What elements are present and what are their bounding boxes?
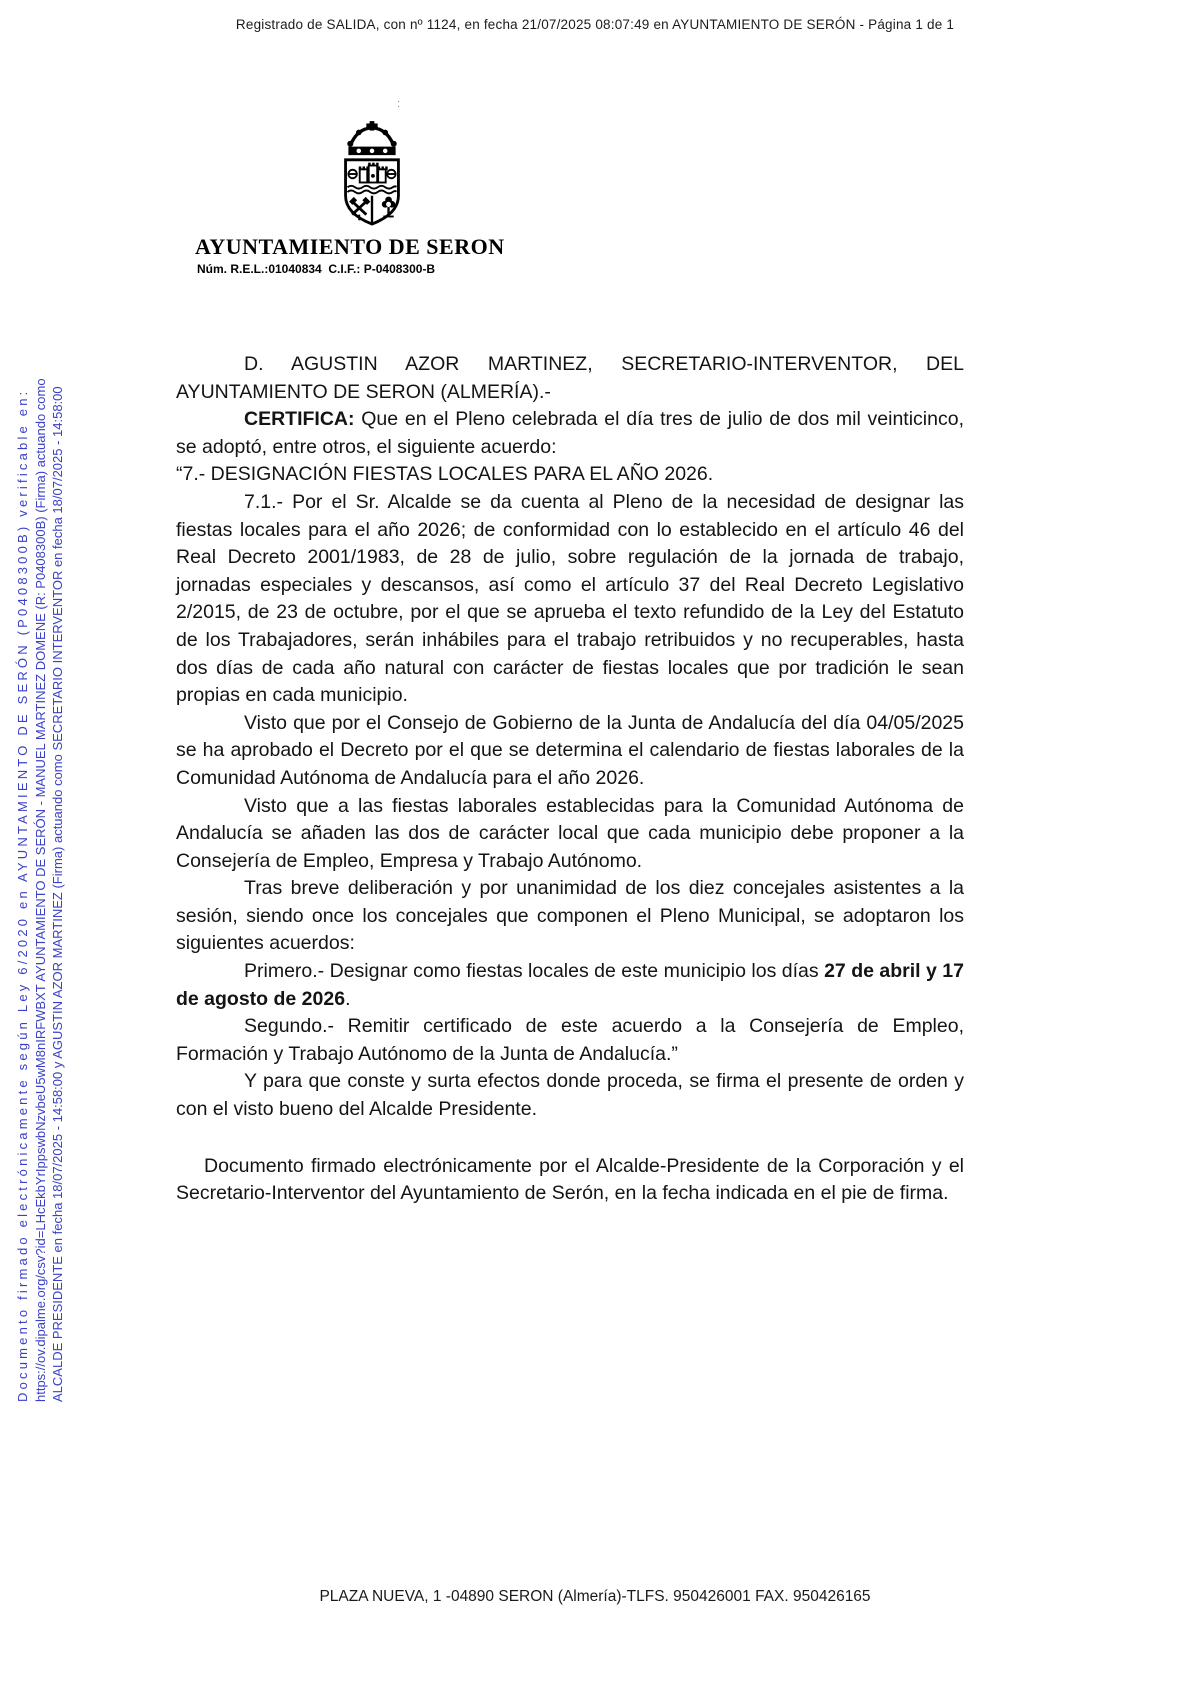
paragraph-intro: D. AGUSTIN AZOR MARTINEZ, SECRETARIO-INTERVENTOR, DEL AYUNTAMIENTO DE SERON (ALMERÍA).- bbox=[176, 353, 964, 403]
certifica-label: CERTIFICA: bbox=[244, 408, 355, 431]
paragraph-segundo: Segundo.- Remitir certificado de este acuerdo a la Consejería de Empleo, Formación y Trabajo Autónomo de la Junta de Andalucía.” bbox=[176, 1015, 964, 1065]
certificate-body bbox=[176, 351, 964, 1208]
signature-verification-url: https://ov.dipalme.org/csv?id=LHcEkbYrIppswbNzvbeU5wM8nIRFWBXT AYUNTAMIENTO DE SERÓN - MANUEL MARTINEZ DOMENE (R: P0408300B) (Firma) actuando como bbox=[32, 378, 48, 1402]
paragraph-certifica bbox=[176, 406, 964, 461]
signature-line: Documento firmado electrónicamente según Ley 6/2020 en AYUNTAMIENTO DE SERÓN (P0408300B) verificable en: bbox=[15, 388, 30, 1402]
primero-period: . bbox=[345, 987, 351, 1010]
paragraph-agreement-title: “7.- DESIGNACIÓN FIESTAS LOCALES PARA EL AÑO 2026. bbox=[176, 463, 714, 486]
scan-artifact: : bbox=[397, 98, 401, 110]
organization-name: AYUNTAMIENTO DE SERON bbox=[195, 234, 505, 259]
coat-of-arms-icon bbox=[338, 118, 406, 235]
paragraph-primero bbox=[176, 958, 964, 1013]
paragraph-7-1: 7.1.- Por el Sr. Alcalde se da cuenta al Pleno de la necesidad de designar las fiestas locales para el año 2026; de conformidad con lo establecido en el artículo 46 del Real Decreto 2001/1983, de 28 de julio, sobre regulación de la jornada de trabajo, jornadas especiales y descansos, así como el artículo 37 del Real Decreto Legislativo 2/2015, de 23 de octubre, por el que se aprueba el texto refundido de la Ley del Estatuto de los Trabajadores, serán inhábiles para el trabajo retribuidos y no recuperables, hasta dos días de cada año natural con carácter de fiestas locales que por tradición le sean propias en cada municipio. bbox=[176, 490, 964, 707]
registration-stamp: Registrado de SALIDA, con nº 1124, en fecha 21/07/2025 08:07:49 en AYUNTAMIENTO DE SERÓN - Página 1 de 1 bbox=[235, 17, 955, 32]
paragraph-deliberacion: Tras breve deliberación y por unanimidad de los diez concejales asistentes a la sesión, siendo once los concejales que componen el Pleno Municipal, se adoptaron los siguientes acuerdos: bbox=[176, 877, 964, 955]
electronic-signature-strip bbox=[14, 187, 67, 1402]
footer-address: PLAZA NUEVA, 1 -04890 SERON (Almería)-TLFS. 950426001 FAX. 950426165 bbox=[319, 1588, 871, 1605]
primero-text: Primero.- Designar como fiestas locales de este municipio los días bbox=[244, 960, 825, 983]
paragraph-signature-note: Documento firmado electrónicamente por el Alcalde-Presidente de la Corporación y el Secretario-Interventor del Ayuntamiento de Serón, en la fecha indicada en el pie de firma. bbox=[176, 1154, 964, 1205]
signature-line: ALCALDE PRESIDENTE en fecha 18/07/2025 - 14:58:00 y AGUSTIN AZOR MARTINEZ (Firma) actuando como SECRETARIO INTERVENTOR en fecha 18/07/2025 - 14:58:00 bbox=[50, 386, 65, 1402]
certifica-text: Que en el Pleno celebrada el día tres de julio de dos mil veinticinco, se adoptó, entre otros, el siguiente acuerdo: bbox=[176, 408, 964, 458]
paragraph-visto-1: Visto que por el Consejo de Gobierno de la Junta de Andalucía del día 04/05/2025 se ha aprobado el Decreto por el que se determina el calendario de fiestas laborales de la Comunidad Autónoma de Andalucía para el año 2026. bbox=[176, 711, 964, 789]
organization-registry: Núm. R.E.L.:01040834 C.I.F.: P-0408300-B bbox=[197, 262, 436, 276]
paragraph-visto-2: Visto que a las fiestas laborales establecidas para la Comunidad Autónoma de Andalucía se añaden las dos de carácter local que cada municipio debe proponer a la Consejería de Empleo, Empresa y Trabajo Autónomo. bbox=[176, 794, 964, 872]
fiestas-dates: 27 de abril y 17 de agosto de 2026 bbox=[176, 960, 964, 1010]
paragraph-conste: Y para que conste y surta efectos donde proceda, se firma el presente de orden y con el visto bueno del Alcalde Presidente. bbox=[176, 1070, 964, 1121]
